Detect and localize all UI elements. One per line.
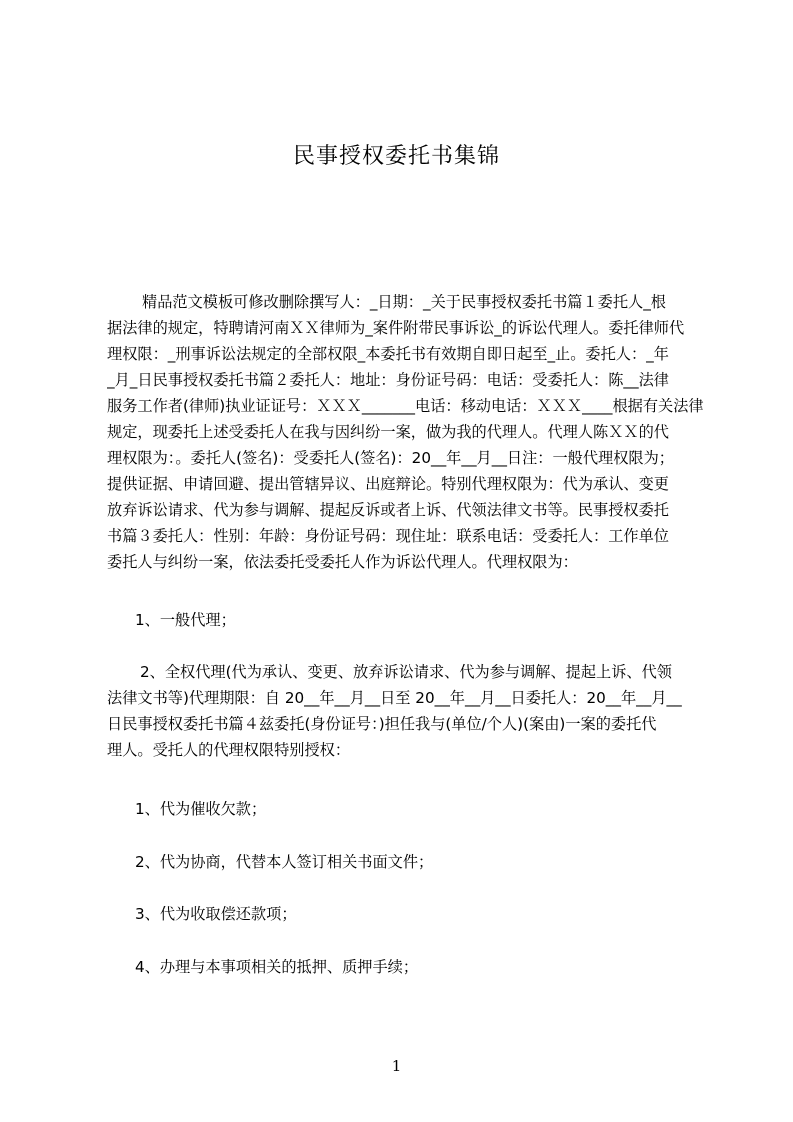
paragraph-line: 放弃诉讼请求、代为参与调解、提起反诉或者上诉、代领法律文书等。民事授权委托 — [107, 501, 669, 519]
page-number: 1 — [391, 1057, 402, 1075]
list-item: 4、办理与本事项相关的抵押、质押手续； — [135, 958, 419, 976]
paragraph-line: 精品范文模板可修改删除撰写人：_日期：_关于民事授权委托书篇１委托人_根 — [142, 293, 666, 311]
list-item: 1、一般代理； — [135, 611, 236, 629]
paragraph-line: 委托人与纠纷一案，依法委托受委托人作为诉讼代理人。代理权限为： — [107, 553, 578, 571]
paragraph-line: 规定，现委托上述受委托人在我与因纠纷一案，做为我的代理人。代理人陈ＸＸ的代 — [107, 423, 669, 441]
list-item: 1、代为催收欠款； — [135, 800, 267, 818]
paragraph-line: 理权限：_刑事诉讼法规定的全部权限_本委托书有效期自即日起至_止。委托人：_年 — [107, 345, 669, 363]
paragraph-line: _月_日民事授权委托书篇２委托人：地址：身份证号码：电话：受委托人：陈__法律 — [107, 371, 669, 389]
paragraph-line: 日民事授权委托书篇４兹委托(身份证号：)担任我与(单位/个人)(案由)一案的委托代 — [107, 715, 657, 733]
paragraph-line: 书篇３委托人：性别：年龄：身份证号码：现住址：联系电话：受委托人：工作单位 — [107, 527, 669, 545]
list-item: 2、代为协商，代替本人签订相关书面文件； — [135, 853, 434, 871]
list-item: 3、代为收取偿还款项； — [135, 905, 297, 923]
paragraph-line: 理权限为：。委托人(签名)：受委托人(签名)：20__年__月__日注：一般代理权限为； — [107, 449, 674, 467]
paragraph-line: 据法律的规定，特聘请河南ＸＸ律师为_案件附带民事诉讼_的诉讼代理人。委托律师代 — [107, 319, 685, 337]
page-title: 民事授权委托书集锦 — [292, 144, 500, 169]
paragraph-line: 服务工作者(律师)执业证证号：ＸＸＸ_______电话：移动电话：ＸＸＸ____根据有关法律 — [107, 397, 704, 415]
paragraph-line: 法律文书等)代理期限：自 20__年__月__日至 20__年__月__日委托人：20__年__月__ — [107, 689, 682, 707]
paragraph-line: 理人。受托人的代理权限特别授权： — [107, 741, 350, 759]
paragraph-line: 提供证据、申请回避、提出管辖异议、出庭辩论。特别代理权限为：代为承认、变更 — [107, 475, 669, 493]
paragraph-line: 2、全权代理(代为承认、变更、放弃诉讼请求、代为参与调解、提起上诉、代领 — [140, 663, 672, 681]
